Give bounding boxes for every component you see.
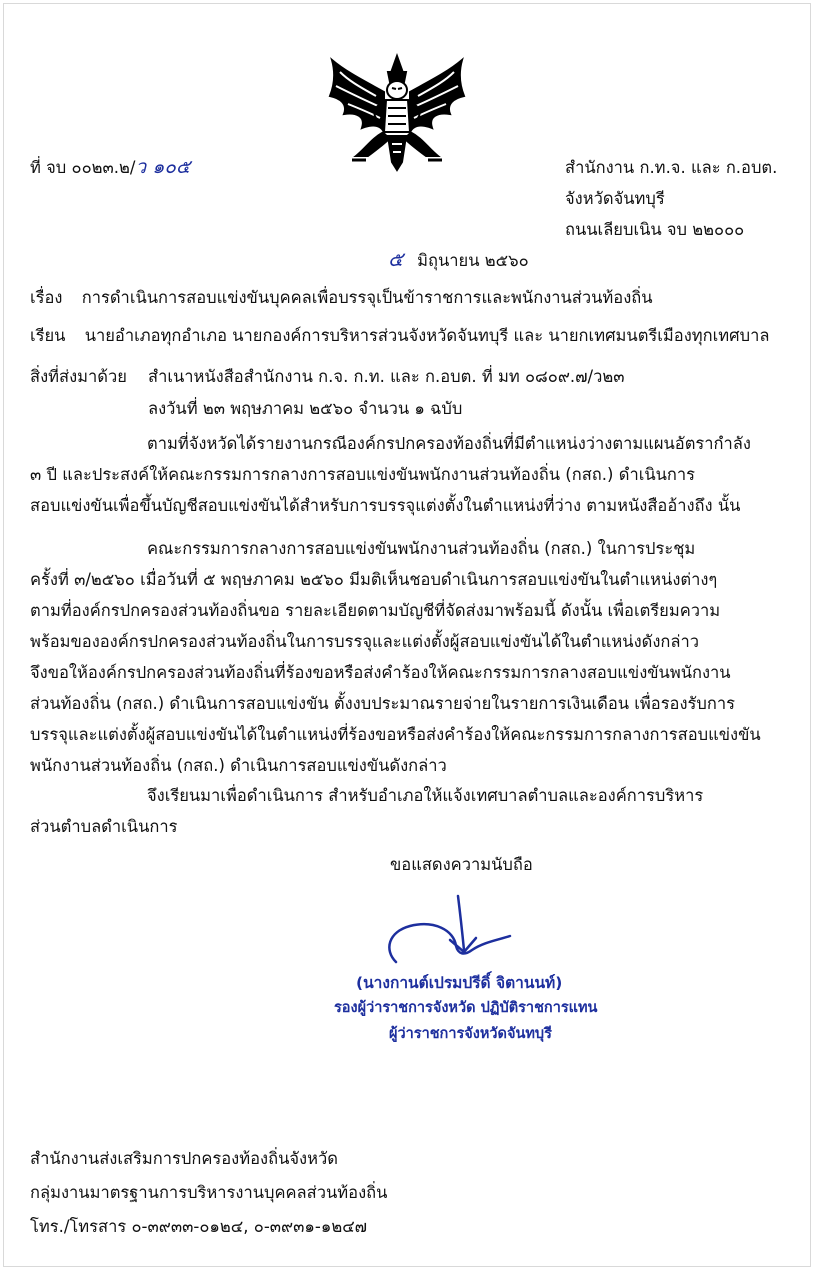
subject-label: เรื่อง <box>30 288 63 307</box>
paragraph-1-line: ๓ ปี และประสงค์ให้คณะกรรมการกลางการสอบแข่งขันพนักงานส่วนท้องถิ่น (กสถ.) ดำเนินการ <box>30 465 696 484</box>
paragraph-2-line: บรรจุและแต่งตั้งผู้สอบแข่งขันได้ในตำแหน่งที่ร้องขอหรือส่งคำร้องให้คณะกรรมการกลางการสอบแข่งขัน <box>30 725 761 744</box>
paragraph-2-line: ตามที่องค์กรปกครองส่วนท้องถิ่นขอ รายละเอียดตามบัญชีที่จัดส่งมาพร้อมนี้ ดังนั้น เพื่อเตรียมความ <box>30 601 721 620</box>
recipient-text: นายอำเภอทุกอำเภอ นายกองค์การบริหารส่วนจังหวัดจันทบุรี และ นายกเทศมนตรีเมืองทุกเทศบาล <box>84 326 770 345</box>
office-line-1: สำนักงาน ก.ท.จ. และ ก.อบต. <box>565 158 778 177</box>
handwritten-signature <box>380 892 520 972</box>
document-number-prefix: ที่ จบ ๐๐๒๓.๒/ <box>30 158 136 177</box>
document-number-handwritten: ว ๑๐๕ <box>135 156 191 178</box>
signer-title-1: รองผู้ว่าราชการจังหวัด ปฏิบัติราชการแทน <box>334 1000 598 1016</box>
date-month-year: มิถุนายน ๒๕๖๐ <box>417 251 529 270</box>
closing-salutation: ขอแสดงความนับถือ <box>390 855 533 874</box>
paragraph-2-line: พร้อมขององค์กรปกครองส่วนท้องถิ่นในการบรรจุและแต่งตั้งผู้สอบแข่งขันได้ในตำแหน่งดังกล่าว <box>30 632 700 651</box>
footer-contact <box>30 1142 387 1244</box>
document-number <box>30 152 190 182</box>
garuda-emblem-icon <box>326 52 468 174</box>
office-line-3: ถนนเลียบเนิน จบ ๒๒๐๐๐ <box>565 220 745 239</box>
document-date <box>388 243 529 275</box>
paragraph-3 <box>30 780 800 842</box>
signer-title-2: ผู้ว่าราชการจังหวัดจันทบุรี <box>389 1026 552 1042</box>
paragraph-2-line: ครั้งที่ ๓/๒๕๖๐ เมื่อวันที่ ๕ พฤษภาคม ๒๕๖๐ มีมติเห็นชอบดำเนินการสอบแข่งขันในตำแหน่งต่างๆ <box>30 570 718 589</box>
paragraph-2-line: ส่วนท้องถิ่น (กสถ.) ดำเนินการสอบแข่งขัน ตั้งงบประมาณรายจ่ายในรายการเงินเดือน เพื่อรองรับการ <box>30 694 735 713</box>
enclosure-line-2: ลงวันที่ ๒๓ พฤษภาคม ๒๕๖๐ จำนวน ๑ ฉบับ <box>148 399 463 418</box>
paragraph-3-line: ส่วนตำบลดำเนินการ <box>30 817 178 836</box>
subject-text: การดำเนินการสอบแข่งขันบุคคลเพื่อบรรจุเป็นข้าราชการและพนักงานส่วนท้องถิ่น <box>81 288 653 307</box>
paragraph-2-line: จึงขอให้องค์กรปกครองส่วนท้องถิ่นที่ร้องขอหรือส่งคำร้องให้คณะกรรมการกลางสอบแข่งขันพนักงาน <box>30 663 731 682</box>
paragraph-2-line: พนักงานส่วนท้องถิ่น (กสถ.) ดำเนินการสอบแข่งขันดังกล่าว <box>30 756 447 775</box>
paragraph-3-line: จึงเรียนมาเพื่อดำเนินการ สำหรับอำเภอให้แจ้งเทศบาลตำบลและองค์การบริหาร <box>147 786 704 805</box>
paragraph-2 <box>30 533 800 781</box>
date-day-handwritten: ๕ <box>388 247 404 271</box>
paragraph-1-line: สอบแข่งขันเพื่อขึ้นบัญชีสอบแข่งขันได้สำหรับการบรรจุแต่งตั้งในตำแหน่งที่ว่าง ตามหนังสืออ้างถึง นั้น <box>30 496 741 515</box>
recipient-line <box>30 323 769 349</box>
paragraph-1 <box>30 428 800 521</box>
footer-line-1: สำนักงานส่งเสริมการปกครองท้องถิ่นจังหวัด <box>30 1149 338 1168</box>
subject-line <box>30 285 653 311</box>
paragraph-2-line: คณะกรรมการกลางการสอบแข่งขันพนักงานส่วนท้องถิ่น (กสถ.) ในการประชุม <box>147 539 696 558</box>
footer-line-3: โทร./โทรสาร ๐-๓๙๓๓-๐๑๒๔, ๐-๓๙๓๑-๑๒๔๗ <box>30 1217 368 1236</box>
office-line-2: จังหวัดจันทบุรี <box>565 189 665 208</box>
footer-line-2: กลุ่มงานมาตรฐานการบริหารงานบุคคลส่วนท้องถิ่น <box>30 1183 388 1202</box>
paragraph-1-line: ตามที่จังหวัดได้รายงานกรณีองค์กรปกครองท้องถิ่นที่มีตำแหน่งว่างตามแผนอัตรากำลัง <box>147 434 751 453</box>
office-address <box>565 152 777 245</box>
recipient-label: เรียน <box>30 326 66 345</box>
enclosure-line-1: สำเนาหนังสือสำนักงาน ก.จ. ก.ท. และ ก.อบต. ที่ มท ๐๘๐๙.๗/ว๒๓ <box>148 367 625 386</box>
enclosure-label: สิ่งที่ส่งมาด้วย <box>30 367 127 386</box>
signer-name: (นางกานต์เปรมปรีดิ์ จิตานนท์) <box>356 974 563 992</box>
